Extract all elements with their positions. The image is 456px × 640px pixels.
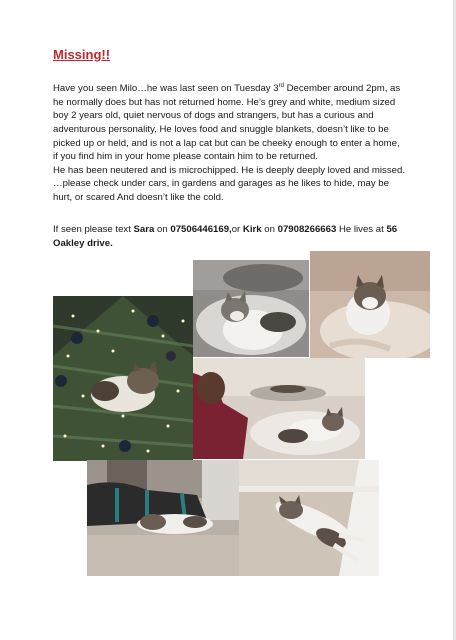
- photo-cat-in-blanket: [310, 251, 430, 358]
- home-address: 56 Oakley drive.: [53, 224, 398, 249]
- description-paragraph-1: Have you seen Milo…he was last seen on Tuesday 3rd December around 2pm, as he normally does but has not returned home. He’s grey and white, medium sized boy 2 years old, quiet nervous of dogs and strangers, but has a curious and adventurous personality, He loves food and snuggle blankets, doesn’t like to be picked up or held, and is not a lap cat but can be cheeky enough to enter a home, if you find him in your home please contain him to be returned.: [53, 83, 401, 163]
- contact-phone-kirk: 07908266663: [277, 224, 337, 235]
- contact-name-sara: Sara: [133, 224, 155, 235]
- photo-cat-on-cushion: [193, 260, 309, 357]
- description-paragraph-3: …please check under cars, in gardens and garages as he likes to hide, may be hurt, or scared And doesn’t like the cold.: [53, 178, 389, 203]
- contact-phone-sara: 07506446169,: [170, 224, 232, 235]
- contact-info: If seen please text Sara on 07506446169,or Kirk on 07908266663 He lives at 56 Oakley drive.: [53, 224, 398, 249]
- poster-title: Missing!!: [53, 47, 111, 62]
- contact-name-kirk: Kirk: [242, 224, 262, 235]
- photo-cat-under-christmas-tree: [53, 296, 193, 461]
- photo-cat-near-bags: [87, 460, 239, 576]
- photo-cat-stretched-on-floor: [239, 460, 379, 576]
- photo-cat-on-bed: [193, 358, 365, 459]
- description: [53, 80, 405, 205]
- description-paragraph-2: He has been neutered and is microchipped. He is deeply deeply loved and missed.: [53, 164, 405, 176]
